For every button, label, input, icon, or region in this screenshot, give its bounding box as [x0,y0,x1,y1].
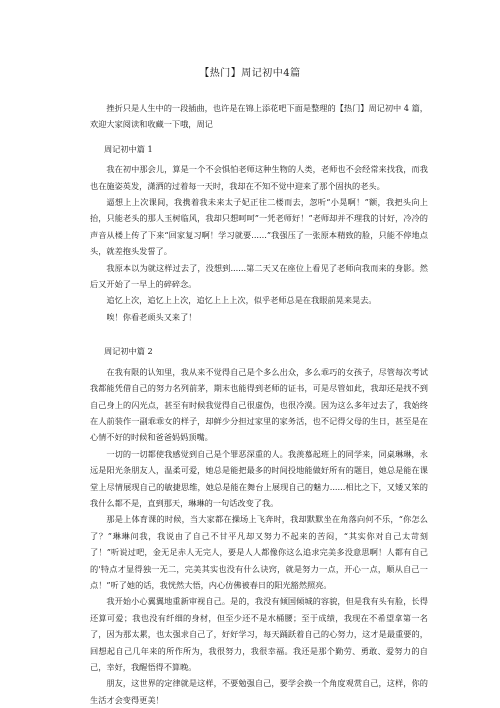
section-1-paragraph-3: 我原本以为就这样过去了，没想到......第二天又在座位上看见了老师向我而来的身影。然后又开始了一早上的碎碎念。 [90,262,428,290]
section-2-paragraph-4: 我开始小心翼翼地重新审视自己。是的，我没有倾国倾城的容貌，但是我有头有脸，长得还算可爱；我也没有纤细的身材，但至少还不是水桶腰；至于成绩，我现在不希望拿第一名了，因为那太累，也太强求自己了，好好学习，每天踊跃着自己的心努力，这才是最重要的，回想起自己几年来的所作所为，我很努力，我很幸福。我还是那个勤劳、勇敢、爱努力的自己，幸好，我醒悟得不算晚。 [90,596,428,672]
section-1-heading: 周记初中篇 1 [104,143,153,154]
intro-paragraph: 挫折只是人生中的一段插曲，也许是在锦上添花吧下面是整理的【热门】周记初中 4 篇，欢迎大家阅读和收藏一下哦，周记 [90,103,428,130]
section-1-paragraph-2: 逼想上上次课间，我携着我未来太子妃正往二楼而去，忽听“小晃啊！”额，我把头向上抬，只能老头的那人玉树临风，我却只想呵呵”一凭老师好！”老师却并不理我的讨好，冷冷的声音从楼上传了下来“回家复习啊！学习就要......”我强压了一张原本精致的脸，只能不停地点头，就差抱头发誓了。 [90,197,428,257]
document-body [90,100,428,708]
section-2-heading: 周记初中篇 2 [104,346,153,357]
section-1-paragraph-4: 追忆上次，追忆上上次，追忆上上上次，似乎老师总是在我眼前晃来晃去。 [106,295,377,306]
section-1-paragraph-1: 我在初中那会儿，算是一个不会惧怕老师这种生物的人类，老师也不会经常来找我，而我也在施姿英发，潇洒的过着每一天时，我却在不知不觉中迎来了那个固执的老头。 [90,164,428,191]
section-2-paragraph-1: 在我有限的认知里，我从来不觉得自己是个多么出众，多么乖巧的女孩子，尽管每次考试我都能凭借自己的努力名列前茅，期末也能得到老师的证书，可是尽管如此，我却还是找不到自己身上的闪光点，甚至有时候我觉得自己很虚伪，也很冷漠。因为这么多年过去了，我始终在人前装作一副乖乖女的样子，却鲜少分担过家里的家务活，也不记得父母的生日，甚至是在心情不好的时候和爸爸妈妈顶嘴。 [90,366,428,443]
section-2-paragraph-3: 那是上体育课的时候，当大家都在操场上飞奔时，我却默默坐在角落向何不乐，“你怎么了？”琳琳问我，我说由了自己不甘平凡却又努力不起来的苦闷，“其实你对自己太苛刻了！”听说过吧，金无足赤人无完人，要是人人都像你这么追求完美多没意思啊！人都有自己的'特点才显得独一无二，完美其实也没有什么诀窍，就是努力一点，开心一点，顺从自己一点！”听了她的话，我恍然大悟，内心仿佛被春日的阳光豁然照亮。 [90,514,428,590]
section-2-paragraph-5: 朋友，这世界的定律就是这样，不要勉强自己，要学会换一个角度观赏自己，这样，你的生活才会变得更美！ [90,678,428,705]
document-title: 【热门】周记初中4篇 [199,68,301,79]
section-1-paragraph-5: 唉！你看老顽头又来了！ [106,311,197,322]
section-2-paragraph-2: 一切的一切都使我感觉到自己是个罪恶深重的人。我羡慕起班上的同学来，同桌琳琳，永远是阳光条朋友人，温柔可爱，她总是能把最多的时间投地能做好所有的题目，她总是能在课堂上尽情展现自己的敏捷思维，她总是能在舞台上展现自己的魅力......相比之下，又矮又笨的我什么都不是，直到那天，琳琳的一句话改变了我。 [90,448,428,508]
